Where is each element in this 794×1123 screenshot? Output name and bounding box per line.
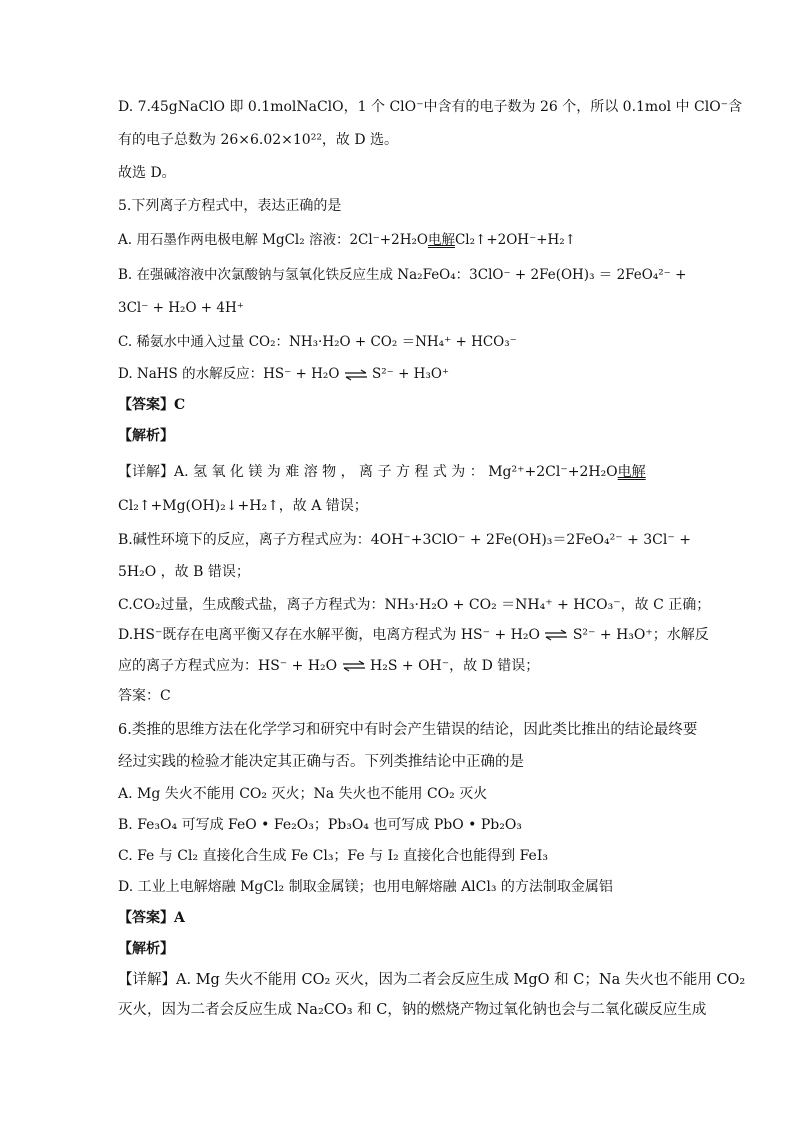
question-6-option-c: C. Fe 与 Cl₂ 直接化合生成 Fe Cl₃；Fe 与 I₂ 直接化合也能得到 FeI₃ <box>118 848 548 864</box>
text-line: 故选 D。 <box>118 165 176 181</box>
detail-6-line1: 【详解】A. Mg 失火不能用 CO₂ 灭火，因为二者会反应生成 MgO 和 C；Na 失火也不能用 CO₂ <box>118 972 746 988</box>
detail-5d-line2 <box>118 656 678 676</box>
detail-5c: C.CO₂过量，生成酸式盐，离子方程式为：NH₃·H₂O + CO₂ ＝NH₄⁺ + HCO₃⁻，故 C 正确； <box>118 597 711 613</box>
detail-5a-line2: Cl₂↑+Mg(OH)₂↓+H₂↑，故 A 错误； <box>118 498 368 514</box>
option-a-text: A. 用石墨作两电极电解 MgCl₂ 溶液：2Cl⁻+2H₂O <box>118 232 428 248</box>
text-line: 有的电子总数为 26×6.02×10²²，故 D 选。 <box>118 132 399 148</box>
answer-text: 答案：C <box>118 688 171 704</box>
detail-5d-text: D.HS⁻既存在电离平衡又存在水解平衡，电离方程式为 HS⁻ + H₂O <box>118 627 540 643</box>
analysis-label: 【解析】 <box>118 941 174 957</box>
detail-5d2-text: 应的离子方程式应为：HS⁻ + H₂O <box>118 658 338 674</box>
question-6-option-a: A. Mg 失火不能用 CO₂ 灭火；Na 失火也不能用 CO₂ 灭火 <box>118 786 488 802</box>
question-5-option-a <box>118 230 678 250</box>
detail-5b-line1: B.碱性环境下的反应，离子方程式应为：4OH⁻+3ClO⁻ + 2Fe(OH)₃＝2FeO₄²⁻ + 3Cl⁻ + <box>118 532 691 548</box>
detail-5a-line1 <box>118 462 678 482</box>
detail-5d-suffix: S²⁻ + H₃O⁺；水解反 <box>572 627 709 643</box>
detail-5b-line2: 5H₂O ，故 B 错误； <box>118 564 250 580</box>
answer-label: 【答案】C <box>118 397 186 413</box>
option-a-products: Cl₂↑+2OH⁻+H₂↑ <box>454 232 576 248</box>
question-6-option-d: D. 工业上电解熔融 MgCl₂ 制取金属镁；也用电解熔融 AlCl₃ 的方法制取金属铝 <box>118 879 613 895</box>
question-6-stem-line1: 6.类推的思维方法在化学学习和研究中有时会产生错误的结论，因此类比推出的结论最终要 <box>118 722 698 738</box>
question-5-option-d <box>118 364 678 384</box>
detail-5d-line1 <box>118 625 709 645</box>
option-d-products: S²⁻ + H₃O⁺ <box>372 366 450 382</box>
detail-5d2-suffix: H₂S + OH⁻，故 D 错误； <box>370 658 540 674</box>
option-d-text: D. NaHS 的水解反应：HS⁻ + H₂O <box>118 366 340 382</box>
answer-label: 【答案】A <box>118 910 185 926</box>
text-line: D. 7.45gNaClO 即 0.1molNaClO，1 个 ClO⁻中含有的电子数为 26 个，所以 0.1mol 中 ClO⁻含 <box>118 99 743 115</box>
electrolysis-condition: 电解 <box>427 232 455 248</box>
question-6-option-b: B. Fe₃O₄ 可写成 FeO • Fe₂O₃；Pb₃O₄ 也可写成 PbO • Pb₂O₃ <box>118 817 522 833</box>
equilibrium-arrow-icon <box>344 370 368 380</box>
question-5-stem: 5.下列离子方程式中，表达正确的是 <box>118 198 342 214</box>
equilibrium-arrow-icon <box>342 661 366 671</box>
electrolysis-condition: 电解 <box>617 464 646 480</box>
detail-5a-text: 【详解】A. 氢 氧 化 镁 为 难 溶 物 ， 离 子 方 程 式 为 ： Mg²⁺+2Cl⁻+2H₂O <box>118 464 618 480</box>
question-6-stem-line2: 经过实践的检验才能决定其正确与否。下列类推结论中正确的是 <box>118 754 524 770</box>
question-5-option-b-line2: 3Cl⁻ + H₂O + 4H⁺ <box>118 300 244 316</box>
question-5-option-c: C. 稀氨水中通入过量 CO₂：NH₃·H₂O + CO₂ ＝NH₄⁺ + HCO₃⁻ <box>118 334 517 350</box>
equilibrium-arrow-icon <box>544 630 568 640</box>
analysis-label: 【解析】 <box>118 428 174 444</box>
detail-6-line2: 灭火，因为二者会反应生成 Na₂CO₃ 和 C，钠的燃烧产物过氧化钠也会与二氧化碳反应生成 <box>118 1002 707 1018</box>
question-5-option-b-line1: B. 在强碱溶液中次氯酸钠与氢氧化铁反应生成 Na₂FeO₄：3ClO⁻ + 2Fe(OH)₃ ＝ 2FeO₄²⁻ + <box>118 267 687 283</box>
